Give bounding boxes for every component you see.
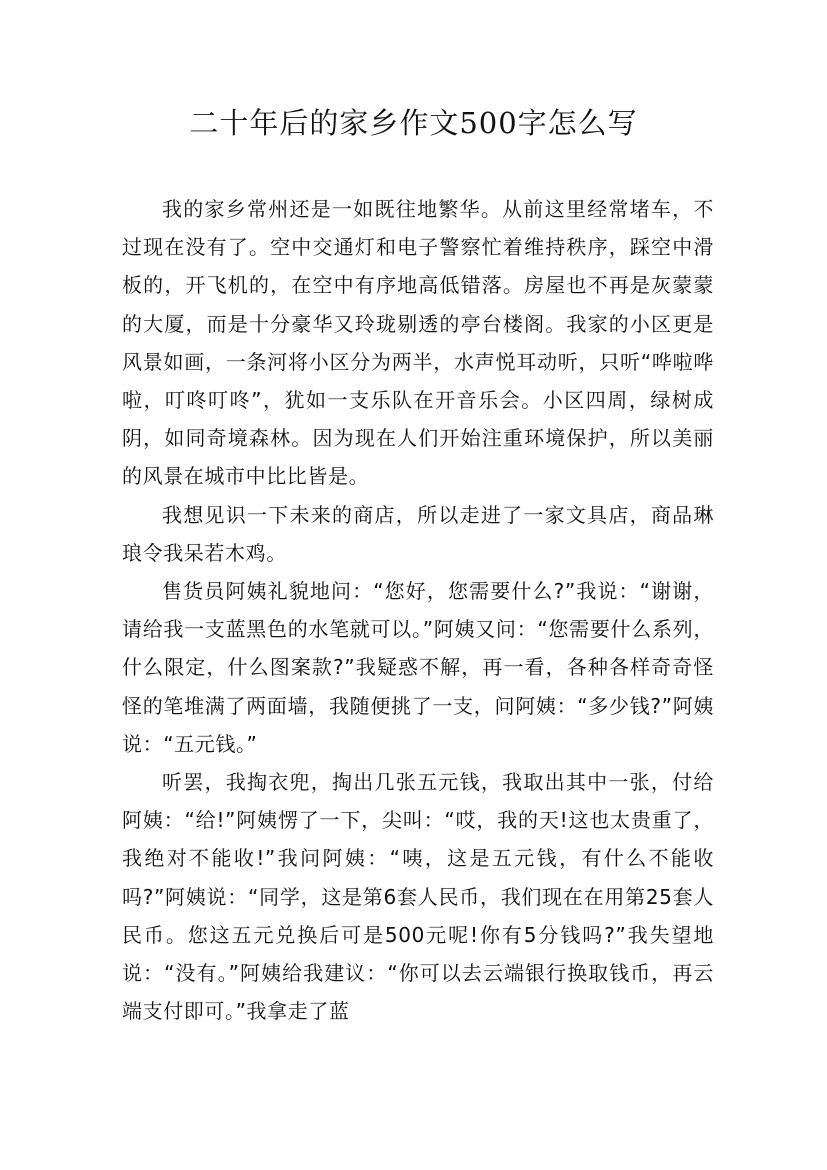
- paragraph-1: 我的家乡常州还是一如既往地繁华。从前这里经常堵车，不过现在没有了。空中交通灯和电子警察忙着维持秩序，踩空中滑板的，开飞机的，在空中有序地高低错落。房屋也不再是灰蒙蒙的大厦，而是十分豪华又玲珑剔透的亭台楼阁。我家的小区更是风景如画，一条河将小区分为两半，水声悦耳动听，只听“哗啦哗啦，叮咚叮咚”，犹如一支乐队在开音乐会。小区四周，绿树成阴，如同奇境森林。因为现在人们开始注重环境保护，所以美丽的风景在城市中比比皆是。: [122, 197, 714, 489]
- document-body: [122, 190, 714, 1030]
- paragraph-2: 我想见识一下未来的商店，所以走进了一家文具店，商品琳琅令我呆若木鸡。: [122, 502, 714, 565]
- paragraph-3: 售货员阿姨礼貌地问：“您好，您需要什么?”我说：“谢谢，请给我一支蓝黑色的水笔就可以。”阿姨又问：“您需要什么系列，什么限定，什么图案款?”我疑惑不解，再一看，各种各样奇奇怪怪的笔堆满了两面墙，我随便挑了一支，问阿姨：“多少钱?”阿姨说：“五元钱。”: [122, 579, 714, 756]
- paragraph-4: 听罢，我掏衣兜，掏出几张五元钱，我取出其中一张，付给阿姨：“给!”阿姨愣了一下，尖叫：“哎，我的天!这也太贵重了，我绝对不能收!”我问阿姨：“咦，这是五元钱，有什么不能收吗?”阿姨说：“同学，这是第6套人民币，我们现在在用第25套人民币。您这五元兑换后可是500元呢!你有5分钱吗?”我失望地说：“没有。”阿姨给我建议：“你可以去云端银行换取钱币，再云端支付即可。”我拿走了蓝: [122, 770, 714, 1024]
- document-title: 二十年后的家乡作文500字怎么写: [189, 106, 638, 140]
